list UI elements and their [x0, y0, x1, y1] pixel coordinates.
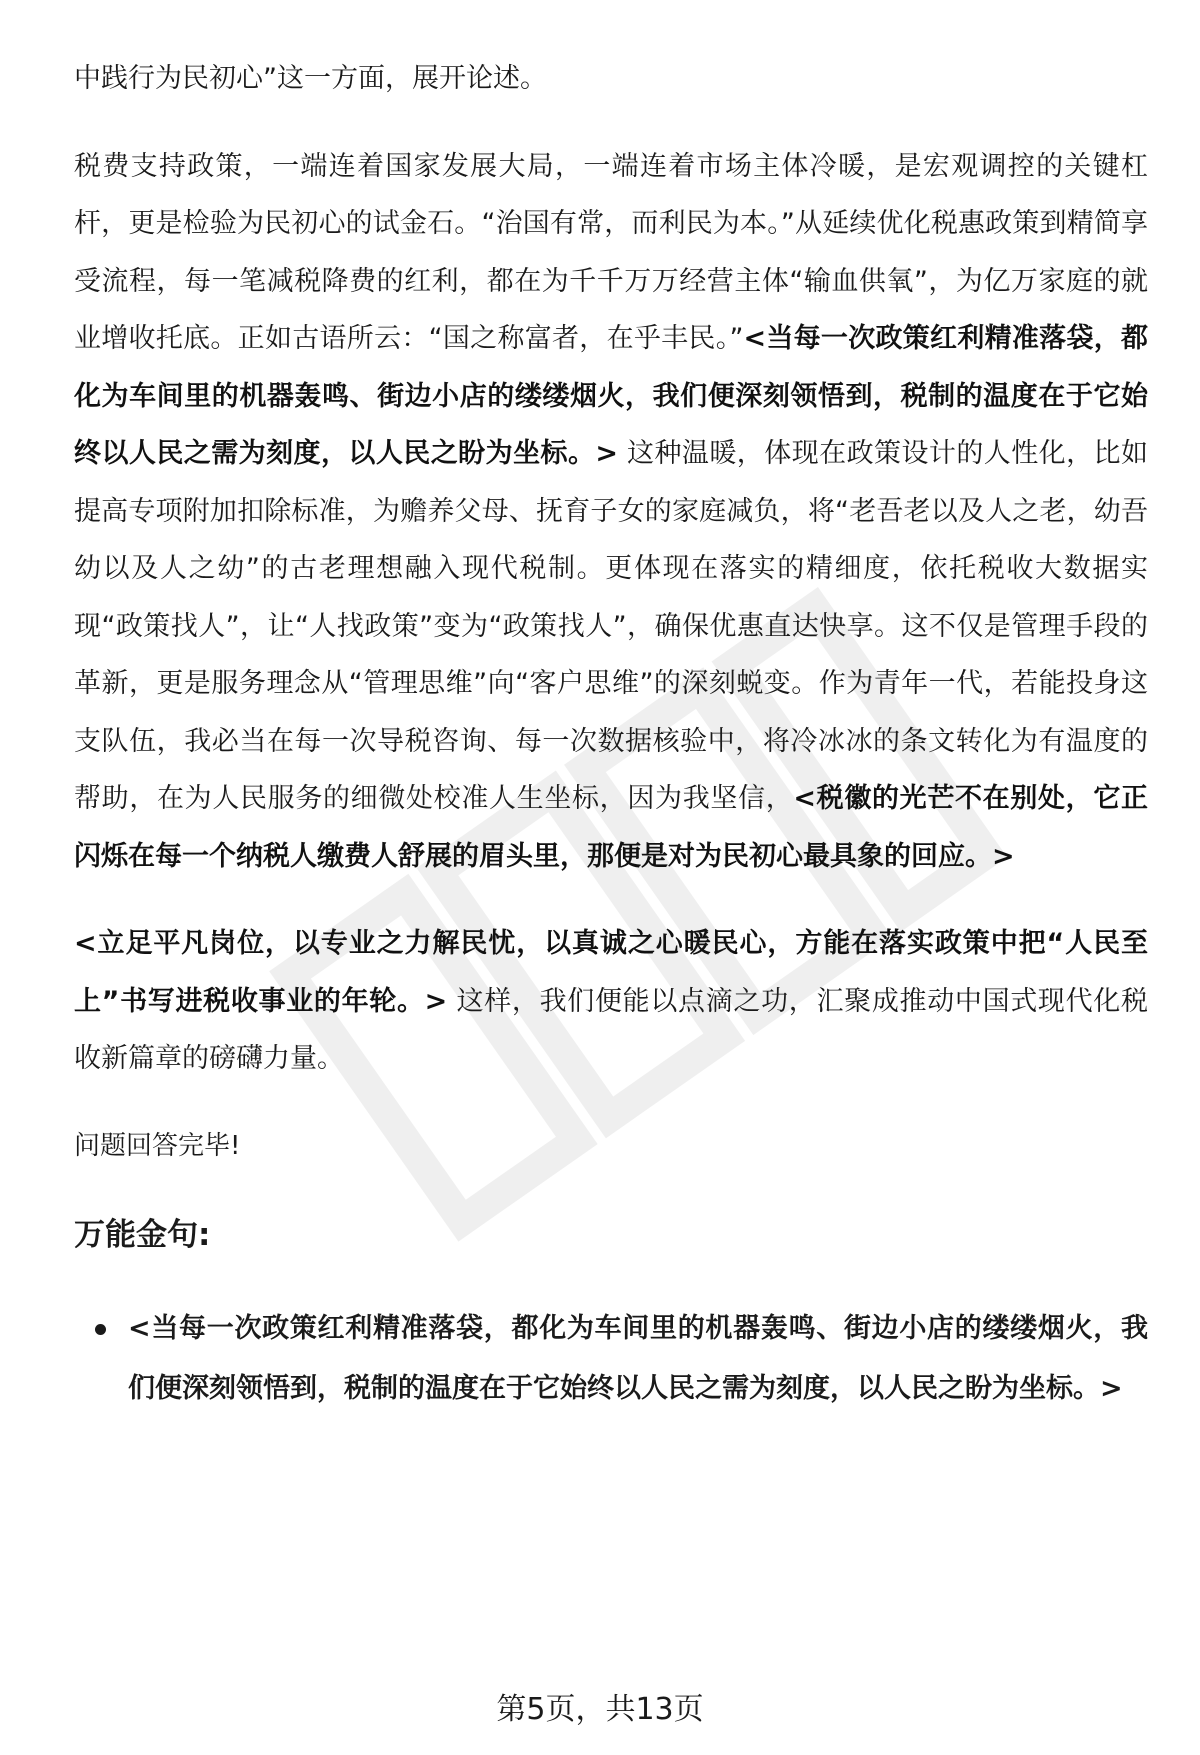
- bullet-icon: [95, 1324, 106, 1335]
- document-body: [74, 50, 1148, 1419]
- section-heading: 万能金句:: [74, 1217, 211, 1253]
- paragraph-conclusion: [74, 915, 1148, 1088]
- list-item: [128, 1299, 1148, 1419]
- paragraph-text: 这样，我们便能以点滴之功，汇聚成推动中国式现代化税收新篇章的磅礴力量。: [74, 985, 1148, 1074]
- highlight-sentence: <立足平凡岗位，以专业之力解民忧，以真诚之心暖民心，方能在落实政策中把“人民至上”书写进税收事业的年轮。>: [74, 928, 1148, 1017]
- answer-complete-note: 问题回答完毕!: [74, 1130, 241, 1161]
- highlight-sentence: <当每一次政策红利精准落袋，都化为车间里的机器轰鸣、街边小店的缕缕烟火，我们便深刻领悟到，税制的温度在于它始终以人民之需为刻度，以人民之盼为坐标。>: [74, 323, 1149, 469]
- golden-sentence-list: [74, 1299, 1148, 1419]
- page-footer: 第5页，共13页: [496, 1692, 704, 1727]
- paragraph-text: 税费支持政策，一端连着国家发展大局，一端连着市场主体冷暖，是宏观调控的关键杠杆，更是检验为民初心的试金石。“治国有常，而利民为本。”从延续优化税惠政策到精简享受流程，每一笔减税降费的红利，都在为千千万万经营主体“输血供氧”，为亿万家庭的就业增收托底。正如古语所云：“国之称富者，在乎丰民。”: [74, 150, 1148, 354]
- paragraph-text: 这种温暖，体现在政策设计的人性化，比如提高专项附加扣除标准，为赡养父母、抚育子女的家庭减负，将“老吾老以及人之老，幼吾幼以及人之幼”的古老理想融入现代税制。更体现在落实的精细度，依托税收大数据实现“政策找人”，让“人找政策”变为“政策找人”，确保优惠直达快享。这不仅是管理手段的革新，更是服务理念从“管理思维”向“客户思维”的深刻蜕变。作为青年一代，若能投身这支队伍，我必当在每一次导税咨询、每一次数据核验中，将冷冰冰的条文转化为有温度的帮助，在为人民服务的细微处校准人生坐标，因为我坚信，: [74, 438, 1148, 814]
- paragraph-tax-policy: [74, 138, 1148, 886]
- golden-sentence-text: <当每一次政策红利精准落袋，都化为车间里的机器轰鸣、街边小店的缕缕烟火，我们便深刻领悟到，税制的温度在于它始终以人民之需为刻度，以人民之盼为坐标。>: [128, 1313, 1148, 1404]
- paragraph-intro-tail: 中践行为民初心”这一方面，展开论述。: [74, 63, 547, 94]
- highlight-sentence: <税徽的光芒不在别处，它正闪烁在每一个纳税人缴费人舒展的眉头里，那便是对为民初心最具象的回应。>: [74, 783, 1149, 872]
